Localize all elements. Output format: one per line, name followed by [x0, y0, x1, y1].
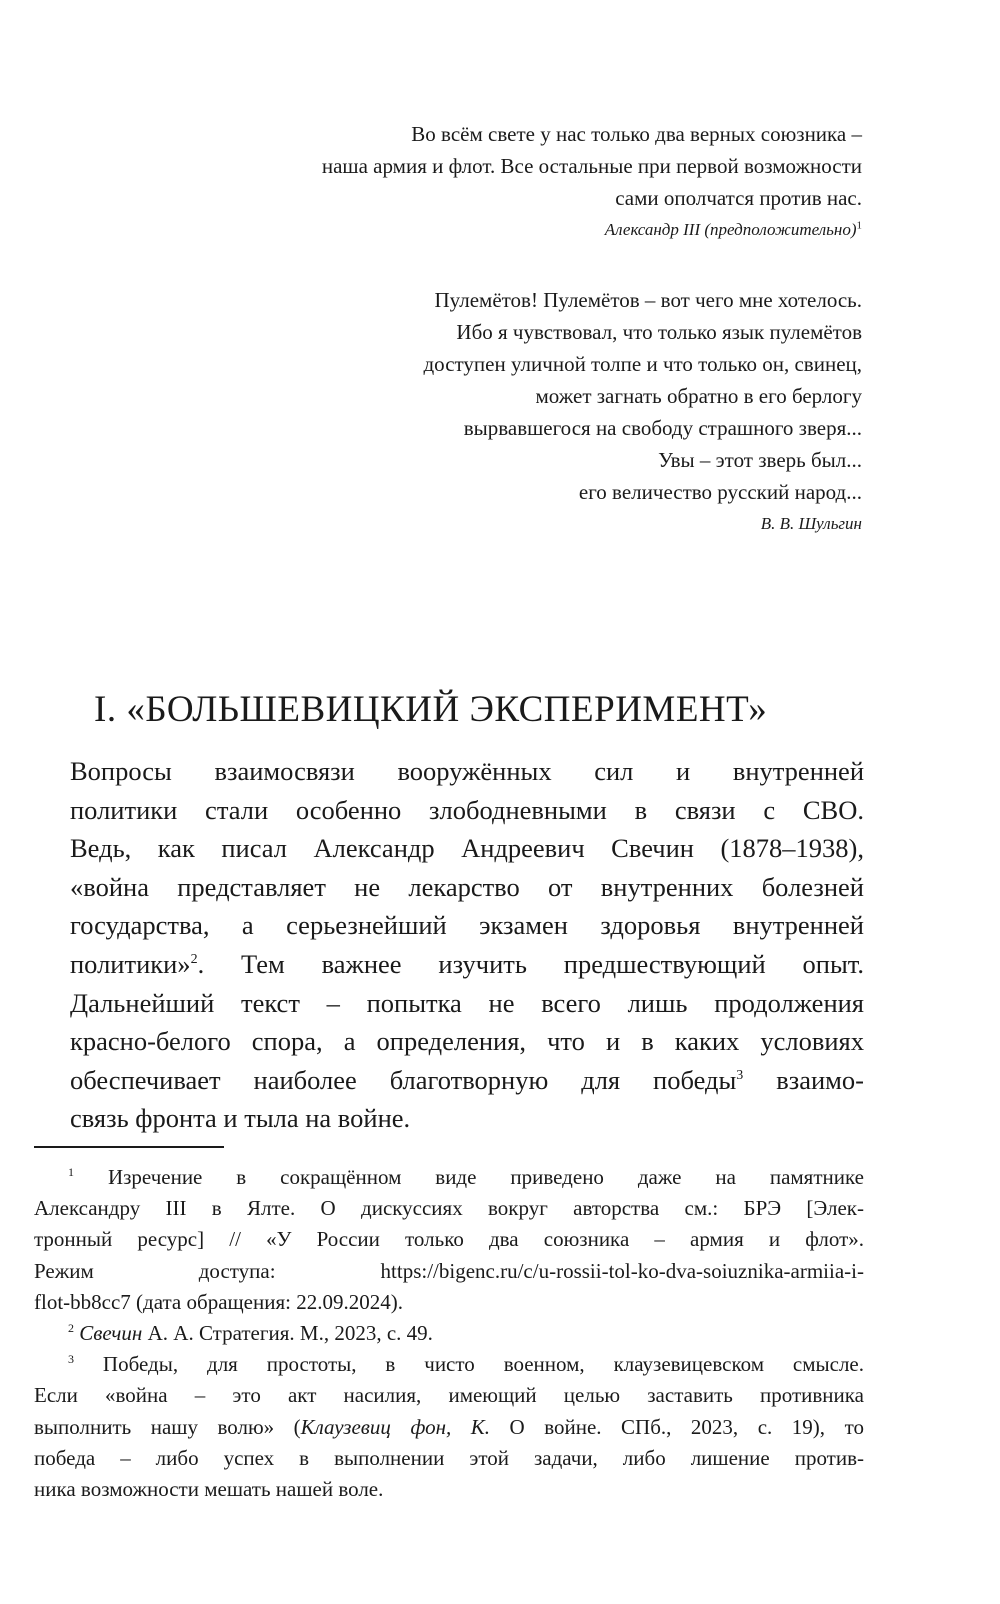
chapter-title: I. «БОЛЬШЕВИЦКИЙ ЭКСПЕРИМЕНТ»	[94, 689, 768, 730]
body-text-run: . Тем важнее изучить предшествующий опыт.	[197, 948, 864, 979]
body-line: «война представляет не лекарство от внутренних болезней	[70, 871, 864, 902]
epigraph-line: наша армия и флот. Все остальные при первой возможности	[321, 154, 862, 178]
footnote-1-line: flot-bb8cc7 (дата обращения: 22.09.2024).	[34, 1289, 403, 1314]
footnote-text: О войне. СПб., 2023, с. 19), то	[489, 1414, 864, 1439]
epigraph-line: Во всём свете у нас только два верных союзника –	[411, 122, 862, 146]
footnote-3-line: Если «война – это акт насилия, имеющий целью заставить противника	[34, 1383, 864, 1408]
body-text-run: политики»	[70, 948, 191, 979]
body-line: политики стали особенно злободневными в связи с СВО.	[70, 794, 864, 825]
footnote-text: Изречение в сокращённом виде приведено даже на памятнике	[107, 1165, 864, 1189]
epigraph-line: может загнать обратно в его берлогу	[535, 384, 862, 408]
footnote-3-line	[34, 1412, 864, 1443]
body-text-run: обеспечивает наиболее благотворную для победы	[70, 1064, 737, 1095]
epigraph-attribution: В. В. Шульгин	[760, 514, 862, 533]
footnote-3-line: победа – либо успех в выполнении этой задачи, либо лишение против-	[34, 1445, 864, 1470]
epigraph-line: Ибо я чувствовал, что только язык пулемётов	[456, 320, 862, 344]
footnote-author: Клаузевиц фон, К.	[300, 1414, 490, 1439]
footnote-number: 3	[68, 1352, 74, 1367]
body-line: государства, а серьезнейший экзамен здоровья внутренней	[70, 910, 864, 941]
attribution-text: Александр III (предположительно)	[604, 220, 857, 239]
footnote-3-line	[34, 1349, 864, 1380]
footnote-text: А. А. Стратегия. М., 2023, с. 49.	[142, 1321, 433, 1346]
body-line: Дальнейший текст – попытка не всего лишь продолжения	[70, 987, 864, 1018]
footnote-3-line: ника возможности мешать нашей воле.	[34, 1477, 384, 1502]
body-line: красно-белого спора, а определения, что и в каких условиях	[70, 1026, 864, 1057]
footnote-1-line	[34, 1162, 864, 1193]
epigraph-line: Пулемётов! Пулемётов – вот чего мне хотелось.	[434, 288, 862, 312]
footnote-text: выполнить нашу волю» (	[34, 1414, 301, 1439]
epigraph-line: вырвавшегося на свободу страшного зверя...	[463, 416, 862, 440]
epigraph-line: доступен уличной толпе и что только он, свинец,	[423, 352, 862, 376]
body-paragraph	[70, 752, 864, 1138]
footnote-1-line: Режим доступа: https://bigenc.ru/c/u-rossii-tol-ko-dva-soiuznika-armiia-i-	[34, 1258, 864, 1283]
footnote-separator	[34, 1146, 224, 1148]
epigraph-2	[424, 284, 863, 534]
body-line: связь фронта и тыла на войне.	[70, 1103, 411, 1134]
body-line	[70, 945, 864, 984]
epigraph-line: сами ополчатся против нас.	[615, 186, 862, 210]
epigraph-1	[322, 118, 862, 240]
epigraph-line: Увы – этот зверь был...	[658, 448, 862, 472]
body-line: Ведь, как писал Александр Андреевич Свечин (1878–1938),	[70, 833, 864, 864]
epigraph-attribution	[322, 220, 862, 240]
body-line: Вопросы взаимосвязи вооружённых сил и внутренней	[70, 756, 864, 786]
body-text-run: взаимо-	[743, 1064, 864, 1095]
footnote-ref: 3	[736, 1067, 744, 1083]
footnote-text: Победы, для простоты, в чисто военном, клаузевицевском смысле.	[102, 1352, 864, 1377]
footnote-1-line: Александру III в Ялте. О дискуссиях вокруг авторства см.: БРЭ [Элек-	[34, 1196, 864, 1221]
footnote-1-line: тронный ресурс] // «У России только два союзника – армия и флот».	[34, 1227, 864, 1252]
footnote-ref: 1	[856, 219, 862, 232]
epigraph-line: его величество русский народ...	[578, 480, 862, 504]
footnote-number: 1	[68, 1165, 74, 1179]
footnote-author: Свечин	[79, 1321, 143, 1346]
footnote-2-line	[34, 1318, 864, 1349]
body-line	[70, 1061, 864, 1100]
footnote-ref: 2	[190, 952, 198, 968]
footnotes	[34, 1162, 864, 1505]
footnote-number: 2	[68, 1321, 74, 1336]
